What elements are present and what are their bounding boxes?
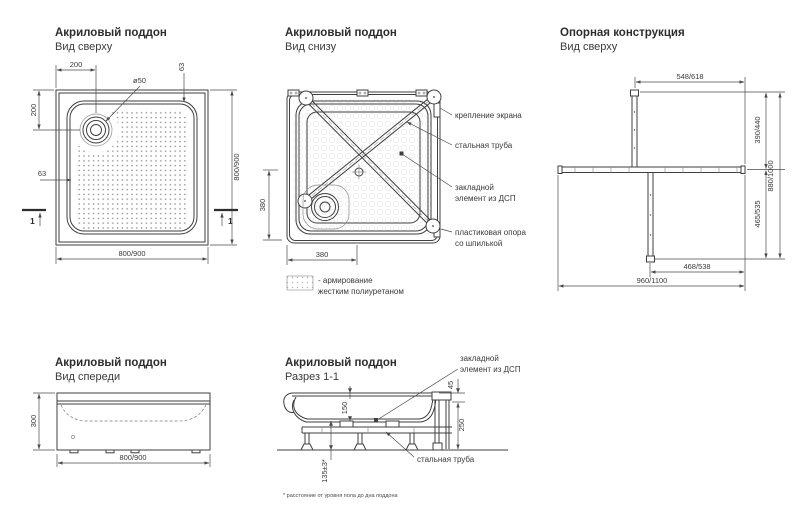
front-view [29,357,210,467]
bottom-drawing [287,90,441,243]
plan-dim-width: 800/900 [118,249,146,258]
support-title: Опорная конструкция [560,27,685,39]
plan-dim-rim-left: 63 [37,169,47,178]
upper-beam [632,96,637,167]
screen-mount-tab [434,103,440,117]
front-drawing [57,393,210,453]
bottom-dim-bottom: 380 [315,250,329,259]
plan-section-mark-right: 1 [228,216,233,226]
bottom-label-chipboard-2: элемент из ДСП [455,194,516,203]
section-subtitle: Разрез 1-1 [285,371,340,383]
plan-title: Акриловый поддон [55,27,167,39]
bottom-title: Акриловый поддон [285,27,397,39]
section-dim-depth: 150 [340,401,349,415]
legend [287,276,404,296]
bottom-view [258,27,526,296]
plan-subtitle: Вид сверху [55,41,113,53]
bottom-label-plastic-support-1: пластиковая опора [455,228,526,237]
section-label-chipboard-1: закладной [460,354,499,363]
plan-dim-top-offset: 200 [69,60,83,69]
plan-view [22,27,241,264]
plan-drain-diameter: ø50 [133,76,146,85]
support-dim-right-total: 880/1000 [766,160,775,192]
bottom-label-steel-pipe: стальная труба [455,141,513,150]
section-dim-edge: 45 [446,380,455,390]
bottom-label-screen-mount: крепление экрана [455,111,522,120]
front-title: Акриловый поддон [55,357,167,369]
bottom-label-chipboard-1: закладной [455,183,494,192]
bottom-label-plastic-support-2: со шпилькой [455,239,503,248]
support-dim-bottom-right: 468/538 [683,262,711,271]
section-title: Акриловый поддон [285,357,397,369]
plan-drawing [56,90,208,245]
front-subtitle: Вид спереди [55,371,121,383]
plan-dim-rim-top: 63 [177,62,186,72]
section-dim-floor-gap: 135±3* [320,459,329,483]
legend-swatch [287,276,313,290]
support-subtitle: Вид сверху [560,41,618,53]
section-dim-frame-height: 250 [457,418,466,432]
support-dimensions [558,72,785,291]
support-dim-top: 548/618 [676,72,704,81]
front-dim-width: 800/900 [119,453,147,462]
section-view [277,354,521,499]
legend-line2: жестким полиуретаном [318,287,404,296]
section-drawing [277,392,508,450]
section-label-steel-pipe: стальная труба [417,455,475,464]
bottom-dim-left: 380 [258,198,267,212]
support-view [558,27,785,291]
bottom-subtitle: Вид снизу [285,41,337,53]
plan-section-mark-left: 1 [30,216,35,226]
horizontal-beam [558,167,745,173]
front-dim-height: 300 [29,414,38,428]
plan-dim-left-offset: 200 [29,103,38,117]
support-dim-right-lower: 465/535 [753,200,762,228]
support-dim-bottom-total: 960/1100 [636,276,668,285]
section-label-chipboard-2: элемент из ДСП [460,365,521,374]
support-drawing [558,90,745,262]
section-footnote: * расстояние от уровня пола до дна поддона [283,493,398,499]
legend-line1: - армирование [318,276,373,285]
plan-dim-height: 800/900 [232,153,241,181]
support-legs [301,433,418,450]
support-dim-right-upper: 390/440 [753,116,762,144]
